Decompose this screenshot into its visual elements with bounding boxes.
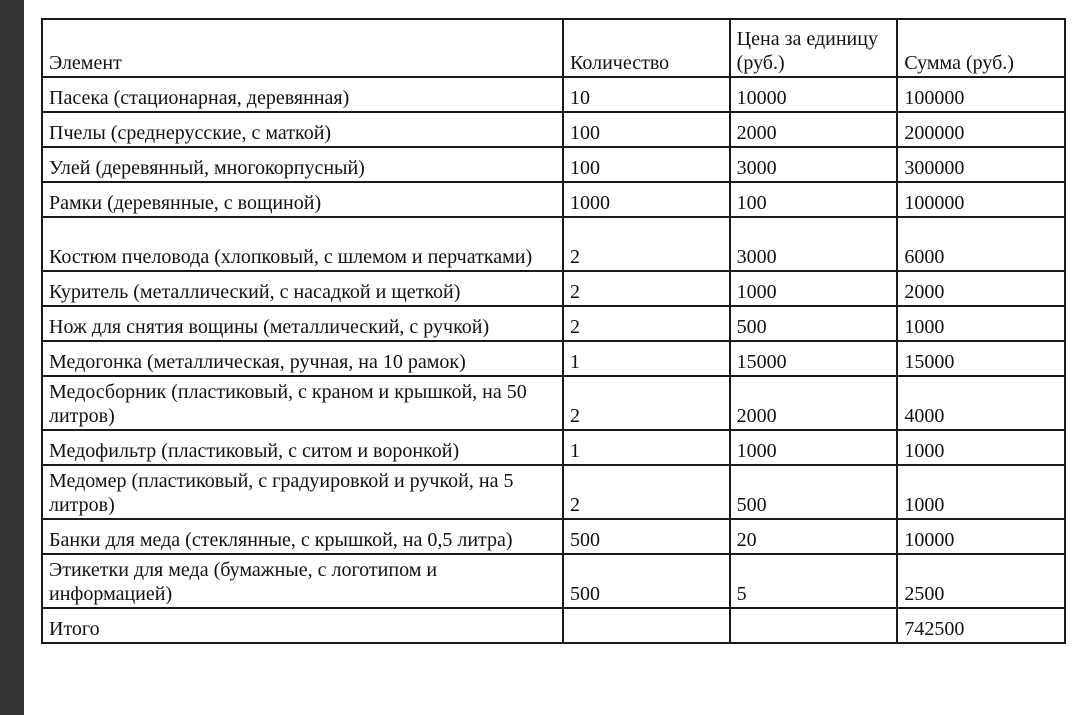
cell-quantity: 100	[563, 112, 730, 147]
cell-element: Медосборник (пластиковый, с краном и крышкой, на 50 литров)	[42, 376, 563, 430]
cell-element: Улей (деревянный, многокорпусный)	[42, 147, 563, 182]
table-row	[42, 430, 1065, 465]
cell-unit-price: 100	[730, 182, 898, 217]
cell-sum: 100000	[897, 182, 1065, 217]
cell-sum: 1000	[897, 306, 1065, 341]
cell-unit-price: 15000	[730, 341, 898, 376]
cell-unit-price: 3000	[730, 147, 898, 182]
cell-unit-price: 2000	[730, 376, 898, 430]
cell-element: Рамки (деревянные, с вощиной)	[42, 182, 563, 217]
total-row	[42, 608, 1065, 643]
cell-sum: 2000	[897, 271, 1065, 306]
cell-element: Пчелы (среднерусские, с маткой)	[42, 112, 563, 147]
cell-sum: 200000	[897, 112, 1065, 147]
table-row	[42, 306, 1065, 341]
equipment-cost-table	[41, 18, 1066, 644]
cell-quantity: 10	[563, 77, 730, 112]
table-header-row	[42, 19, 1065, 77]
cell-quantity: 2	[563, 271, 730, 306]
cell-element: Медогонка (металлическая, ручная, на 10 рамок)	[42, 341, 563, 376]
cell-element: Куритель (металлический, с насадкой и щеткой)	[42, 271, 563, 306]
table-row	[42, 77, 1065, 112]
cell-element: Нож для снятия вощины (металлический, с ручкой)	[42, 306, 563, 341]
table-row	[42, 112, 1065, 147]
cell-quantity: 2	[563, 465, 730, 519]
cell-unit-price: 20	[730, 519, 898, 554]
cell-element: Пасека (стационарная, деревянная)	[42, 77, 563, 112]
header-element: Элемент	[42, 19, 563, 77]
cell-sum: 4000	[897, 376, 1065, 430]
cell-sum: 6000	[897, 217, 1065, 271]
cell-unit-price: 1000	[730, 430, 898, 465]
total-quantity	[563, 608, 730, 643]
cell-unit-price: 3000	[730, 217, 898, 271]
cell-sum: 10000	[897, 519, 1065, 554]
left-edge-bar	[0, 0, 24, 715]
table-row	[42, 271, 1065, 306]
cell-quantity: 2	[563, 306, 730, 341]
table-row	[42, 376, 1065, 430]
cell-element: Костюм пчеловода (хлопковый, с шлемом и перчатками)	[42, 217, 563, 271]
cell-quantity: 500	[563, 519, 730, 554]
total-sum: 742500	[897, 608, 1065, 643]
cell-sum: 15000	[897, 341, 1065, 376]
cell-sum: 1000	[897, 430, 1065, 465]
cell-quantity: 500	[563, 554, 730, 608]
cell-unit-price: 10000	[730, 77, 898, 112]
cell-element: Банки для меда (стеклянные, с крышкой, на 0,5 литра)	[42, 519, 563, 554]
cell-unit-price: 500	[730, 465, 898, 519]
cell-unit-price: 500	[730, 306, 898, 341]
cell-quantity: 1	[563, 430, 730, 465]
header-unit-price: Цена за единицу (руб.)	[730, 19, 898, 77]
table-row	[42, 554, 1065, 608]
table-row	[42, 519, 1065, 554]
cell-quantity: 2	[563, 217, 730, 271]
total-label: Итого	[42, 608, 563, 643]
cell-quantity: 100	[563, 147, 730, 182]
cell-element: Медомер (пластиковый, с градуировкой и ручкой, на 5 литров)	[42, 465, 563, 519]
cell-unit-price: 1000	[730, 271, 898, 306]
cell-sum: 2500	[897, 554, 1065, 608]
cell-sum: 100000	[897, 77, 1065, 112]
cell-sum: 1000	[897, 465, 1065, 519]
cell-unit-price: 5	[730, 554, 898, 608]
header-quantity: Количество	[563, 19, 730, 77]
cell-sum: 300000	[897, 147, 1065, 182]
total-unit-price	[730, 608, 898, 643]
table-row	[42, 147, 1065, 182]
cell-quantity: 2	[563, 376, 730, 430]
cell-element: Этикетки для меда (бумажные, с логотипом и информацией)	[42, 554, 563, 608]
table-row	[42, 341, 1065, 376]
cell-unit-price: 2000	[730, 112, 898, 147]
cell-element: Медофильтр (пластиковый, с ситом и воронкой)	[42, 430, 563, 465]
table-row	[42, 217, 1065, 271]
table-row	[42, 465, 1065, 519]
cell-quantity: 1	[563, 341, 730, 376]
cell-quantity: 1000	[563, 182, 730, 217]
table-row	[42, 182, 1065, 217]
header-sum: Сумма (руб.)	[897, 19, 1065, 77]
